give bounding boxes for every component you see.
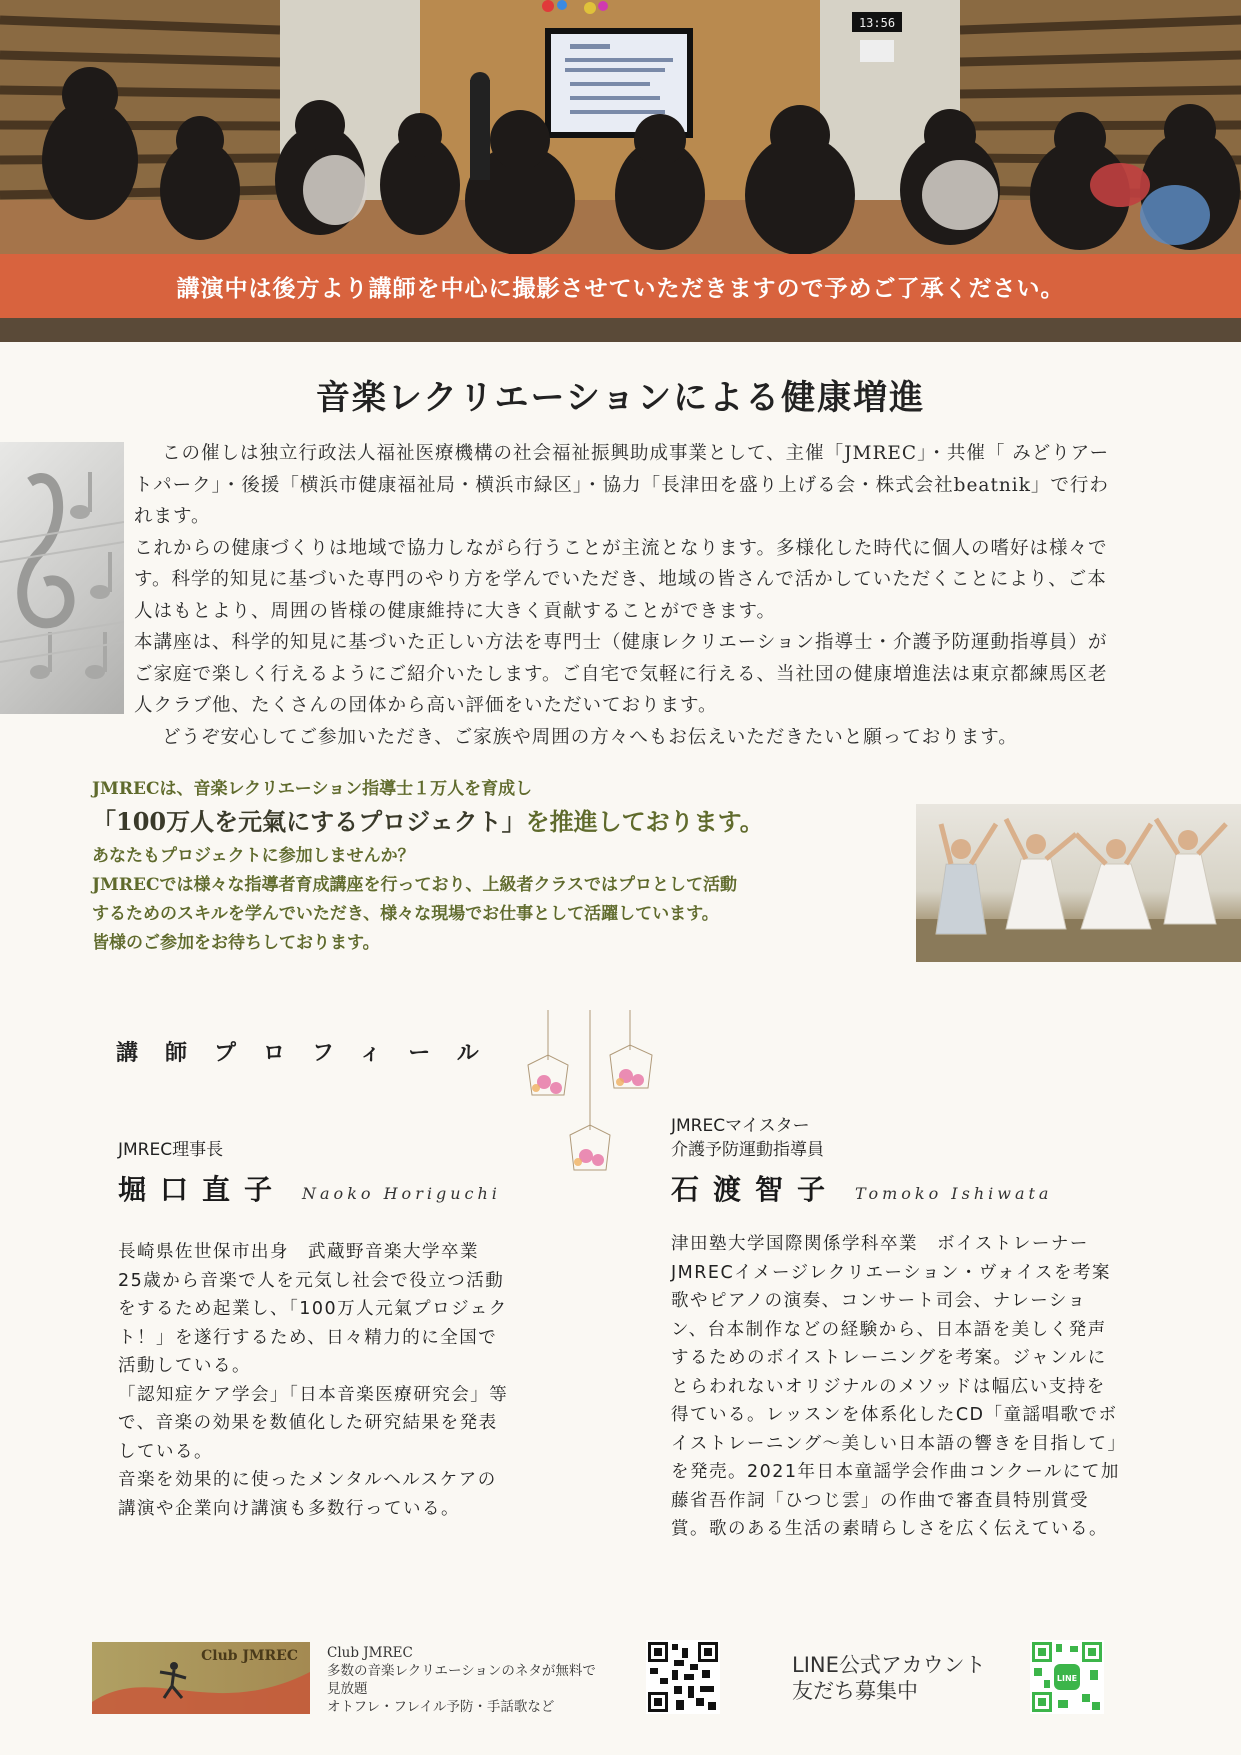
project-headline <box>92 802 872 842</box>
profile-name-row <box>671 1168 1141 1208</box>
event-photo <box>0 0 1241 342</box>
profile-bio <box>118 1238 568 1523</box>
dancing-women-photo <box>916 804 1241 962</box>
project-section <box>92 776 872 958</box>
profile-ishiwata <box>671 1114 1141 1544</box>
bio-line: 歌やピアノの演奏、コンサート司会、ナレーショ <box>671 1291 1087 1311</box>
club-card-name: Club JMREC <box>201 1648 298 1664</box>
project-line-6: 皆様のご参加をお待ちしております。 <box>92 933 380 953</box>
bio-line: をするため起業し、「100万人元氣プロジェク <box>118 1299 508 1319</box>
club-line-3: オトフレ・フレイル予防・手話歌など <box>327 1699 555 1715</box>
club-line-1: 多数の音楽レクリエーションのネタが無料で <box>327 1663 596 1679</box>
profile-heading: 講師プロフィール <box>116 1041 506 1066</box>
bio-line: 賞。歌のある生活の素晴らしさを広く伝えている。 <box>671 1519 1108 1539</box>
clock-display: 13:56 <box>858 16 896 30</box>
bio-line: ン、台本制作などの経験から、日本語を美しく発声 <box>671 1319 1107 1340</box>
bio-line: イストレーニング～美しい日本語の響きを目指して」 <box>671 1433 1127 1454</box>
bio-line: している。 <box>118 1441 213 1462</box>
project-headline-rest: を推進しております。 <box>525 807 764 836</box>
line-logo-text: LINE <box>1056 1674 1078 1683</box>
profile-name-row <box>118 1168 568 1208</box>
bio-line: 藤省吾作詞「ひつじ雲」の作曲で審査員特別賞受 <box>671 1490 1089 1511</box>
music-notes-image <box>0 442 124 714</box>
profile-name-roman: Tomoko Ishiwata <box>855 1184 1053 1203</box>
profile-horiguchi <box>118 1138 568 1523</box>
intro-paragraph-3: 本講座は、科学的知見に基づいた正しい方法を専門士（健康レクリエーション指導士・介護予防運動指導員）がご家庭で楽しく行えるようにご紹介いたします。ご自宅で気軽に行える、当社団の健康増進法は東京都練馬区老人クラブ他、たくさんの団体から高い評価をいただいております。 <box>134 632 1108 716</box>
bio-line: 音楽を効果的に使ったメンタルヘルスケアの <box>118 1470 497 1490</box>
bio-line: を発売。2021年日本童謡学会作曲コンクールにて加 <box>671 1462 1120 1482</box>
line-account-label: LINE公式アカウント <box>792 1653 986 1677</box>
bio-line: で、音楽の効果を数値化した研究結果を発表 <box>118 1413 498 1433</box>
club-jmrec-card[interactable] <box>92 1642 310 1714</box>
line-account-text <box>792 1652 986 1704</box>
bio-line: とらわれないオリジナルのメソッドは幅広い支持を <box>671 1376 1106 1397</box>
profile-name-roman: Naoko Horiguchi <box>302 1184 501 1203</box>
music-notes-graphic <box>0 442 124 714</box>
project-line-1: JMRECは、音楽レクリエーション指導士１万人を育成し <box>92 779 533 799</box>
project-line-5: するためのスキルを学んでいただき、様々な現場でお仕事として活躍しています。 <box>92 904 719 924</box>
project-line-4: JMRECでは様々な指導者育成講座を行っており、上級者クラスではプロとして活動 <box>92 875 737 895</box>
club-title: Club JMREC <box>327 1645 413 1661</box>
bio-line: 講演や企業向け講演も多数行っている。 <box>118 1498 460 1519</box>
bio-line: 津田塾大学国際関係学科卒業 ボイストレーナー <box>671 1234 1089 1254</box>
profile-role-1: JMRECマイスター <box>671 1116 810 1136</box>
bio-line: 25歳から音楽で人を元気し社会で役立つ活動 <box>118 1270 505 1291</box>
dancing-women-graphic <box>916 804 1241 962</box>
intro-paragraph-2: これからの健康づくりは地域で協力しながら行うことが主流となります。多様化した時代に個人の嗜好は様々です。科学的知見に基づいた専門のやり方を学んでいただき、地域の皆さんで活かしていただくことにより、ご本人はもとより、周囲の皆様の健康維持に大きく貢献することができます。 <box>134 537 1108 622</box>
line-qr-code[interactable] <box>1030 1640 1104 1714</box>
bio-line: 活動している。 <box>118 1356 251 1376</box>
bio-line: JMRECイメージレクリエーション・ヴォイスを考案 <box>671 1262 1111 1283</box>
page-title: 音楽レクリエーションによる健康増進 <box>315 378 926 418</box>
photo-notice-banner: 講演中は後方より講師を中心に撮影させていただきますので予めご了承ください。 <box>0 254 1241 318</box>
profile-role-2: 介護予防運動指導員 <box>671 1140 824 1160</box>
bio-line: するためのボイストレーニングを考案。ジャンルに <box>671 1348 1107 1368</box>
profile-name: 石渡智子 <box>671 1173 840 1206</box>
line-friends-label: 友だち募集中 <box>792 1679 918 1703</box>
bio-line: 得ている。レッスンを体系化したCD「童謡唱歌でボ <box>671 1405 1118 1425</box>
club-description <box>327 1644 596 1716</box>
bio-line: 長崎県佐世保市出身 武蔵野音楽大学卒業 <box>118 1242 479 1262</box>
bio-line: 「認知症ケア学会」「日本音楽医療研究会」等 <box>118 1384 509 1405</box>
profile-bio <box>671 1230 1141 1544</box>
profile-role: JMREC理事長 <box>118 1140 224 1160</box>
intro-paragraph-4: どうぞ安心してご参加いただき、ご家族や周囲の方々へもお伝えいただきたいと願っております。 <box>162 726 1018 748</box>
intro-paragraph-1: この催しは独立行政法人福祉医療機構の社会福祉振興助成事業として、主催「JMREC」・共催「 みどりアートパーク」・後援「横浜市健康福祉局・横浜市緑区」・協力「長津田を盛り上げる会・株式会社beatnik」で行われます。 <box>134 443 1110 527</box>
bio-line: ト！」を遂行するため、日々精力的に全国で <box>118 1327 498 1348</box>
club-line-2: 見放題 <box>327 1681 368 1697</box>
profile-name: 堀口直子 <box>118 1173 287 1206</box>
club-qr-code[interactable] <box>646 1640 720 1714</box>
project-name: 「100万人を元氣にするプロジェクト」 <box>92 807 526 836</box>
intro-text <box>134 438 1126 753</box>
project-line-3: あなたもプロジェクトに参加しませんか？ <box>92 846 415 866</box>
